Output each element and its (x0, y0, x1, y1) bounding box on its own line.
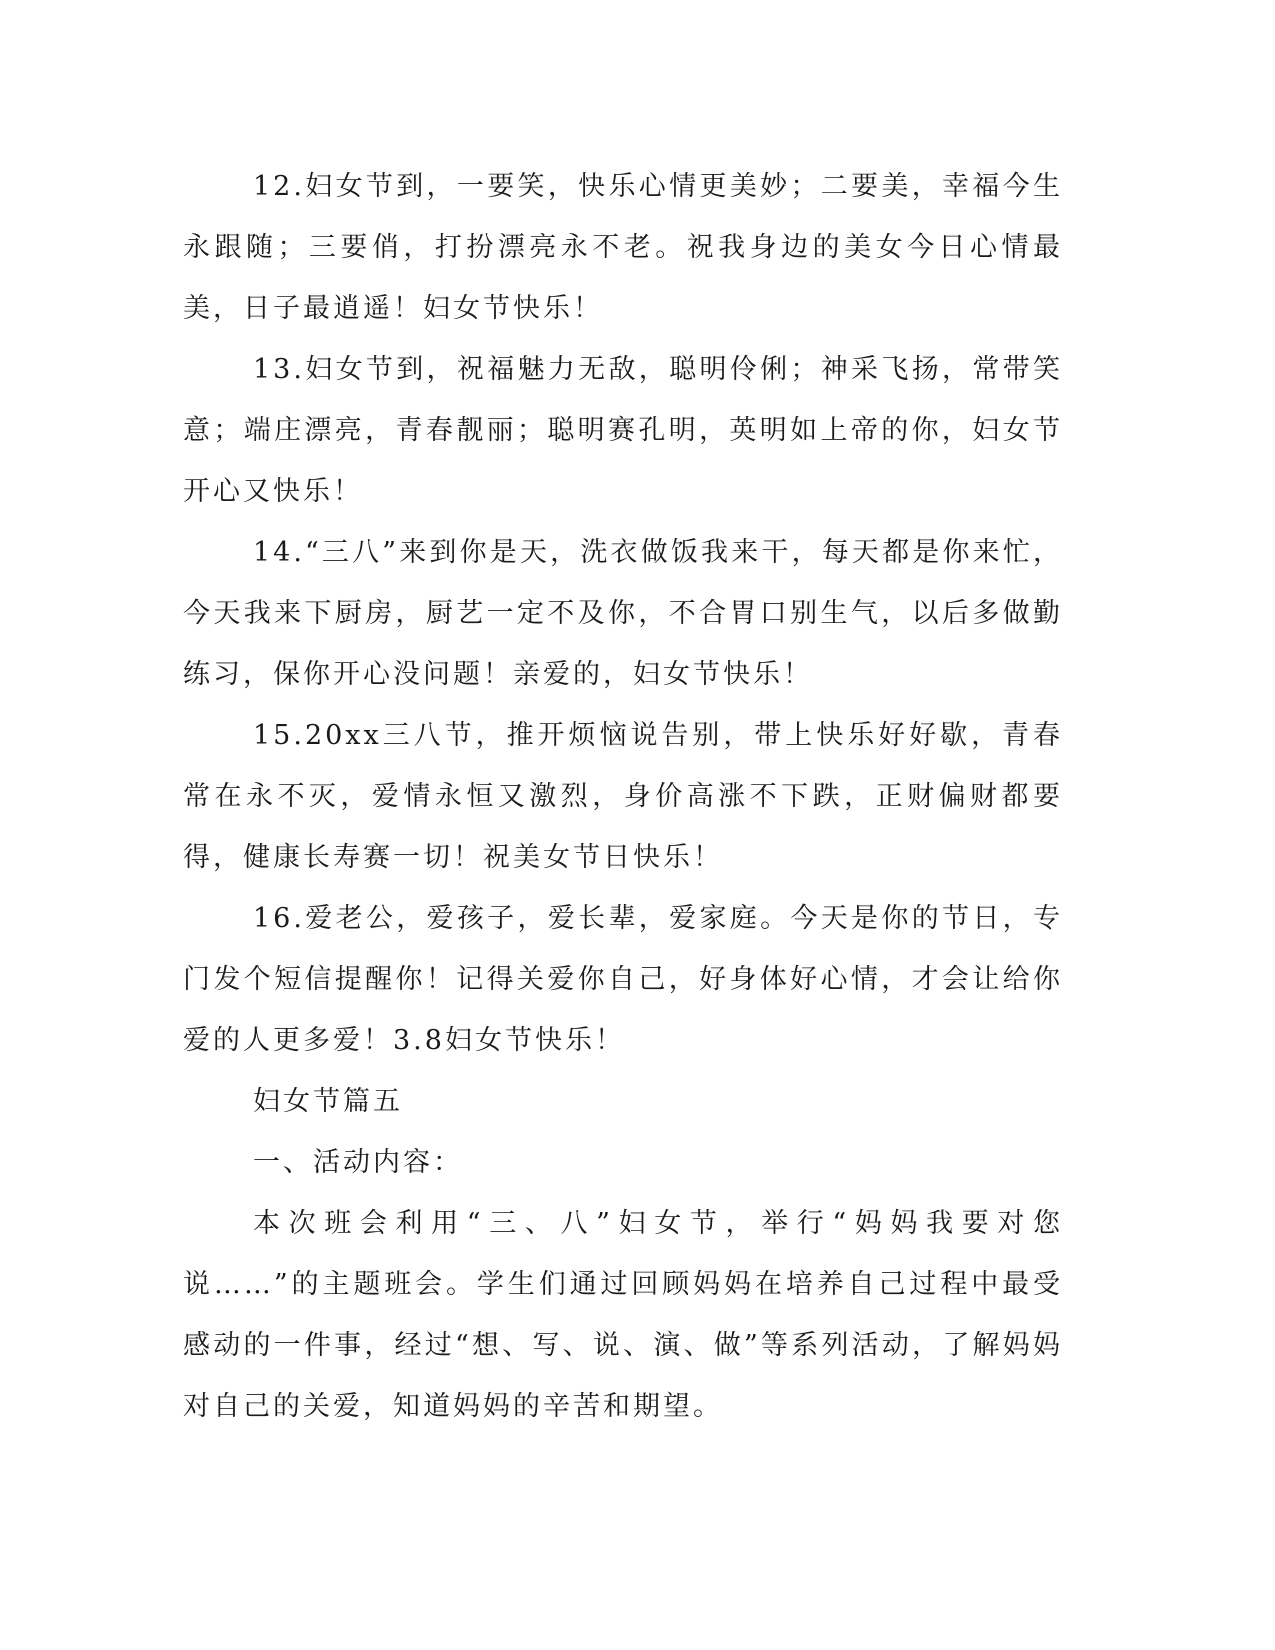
activity-description: 本次班会利用“三、八”妇女节，举行“妈妈我要对您说……”的主题班会。学生们通过回顾妈妈在培养自己过程中最受感动的一件事，经过“想、写、说、演、做”等系列活动，了解妈妈对自己的关爱，知道妈妈的辛苦和期望。 (183, 1208, 1063, 1422)
paragraph-15: 15.20xx三八节，推开烦恼说告别，带上快乐好好歇，青春常在永不灭，爱情永恒又激烈，身价高涨不下跌，正财偏财都要得，健康长寿赛一切！祝美女节日快乐！ (183, 720, 1063, 873)
subsection-heading: 一、活动内容： (253, 1147, 463, 1178)
document-body (183, 156, 1063, 1437)
paragraph-13: 13.妇女节到，祝福魅力无敌，聪明伶俐；神采飞扬，常带笑意；端庄漂亮，青春靓丽；聪明赛孔明，英明如上帝的你，妇女节开心又快乐！ (183, 354, 1063, 507)
section-heading: 妇女节篇五 (253, 1086, 403, 1117)
paragraph-16: 16.爱老公，爱孩子，爱长辈，爱家庭。今天是你的节日，专门发个短信提醒你！记得关爱你自己，好身体好心情，才会让给你爱的人更多爱！3.8妇女节快乐！ (183, 903, 1063, 1056)
paragraph-14: 14.“三八”来到你是天，洗衣做饭我来干，每天都是你来忙，今天我来下厨房，厨艺一定不及你，不合胃口别生气，以后多做勤练习，保你开心没问题！亲爱的，妇女节快乐！ (183, 537, 1063, 690)
paragraph-12: 12.妇女节到，一要笑，快乐心情更美妙；二要美，幸福今生永跟随；三要俏，打扮漂亮永不老。祝我身边的美女今日心情最美，日子最逍遥！妇女节快乐！ (183, 171, 1063, 324)
